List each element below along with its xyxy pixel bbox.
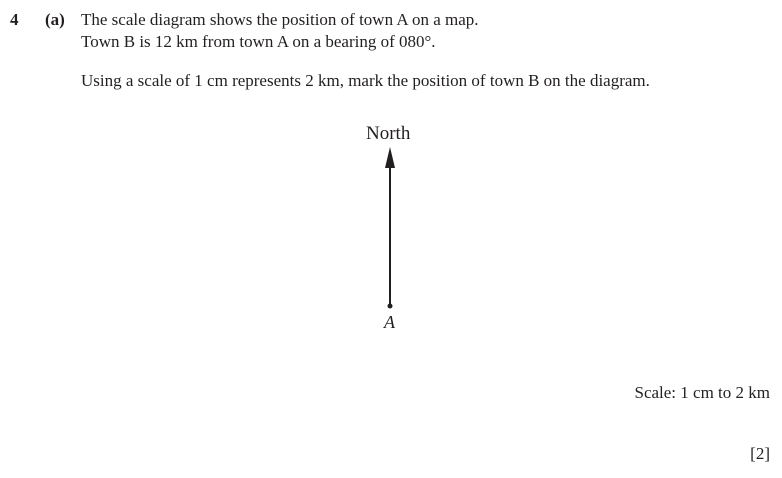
scale-note: Scale: 1 cm to 2 km	[634, 383, 770, 402]
marks-allocation: [2]	[750, 444, 770, 463]
part-label: (a)	[45, 10, 65, 29]
town-a-point	[388, 304, 393, 309]
town-a-label: A	[384, 312, 395, 332]
intro-text-line-2: Town B is 12 km from town A on a bearing of 080°.	[81, 32, 436, 51]
intro-text-line-1: The scale diagram shows the position of town A on a map.	[81, 10, 479, 29]
north-arrowhead	[385, 147, 395, 168]
north-label: North	[366, 123, 411, 144]
question-number: 4	[10, 10, 19, 29]
instruction-text: Using a scale of 1 cm represents 2 km, mark the position of town B on the diagram.	[81, 71, 650, 90]
